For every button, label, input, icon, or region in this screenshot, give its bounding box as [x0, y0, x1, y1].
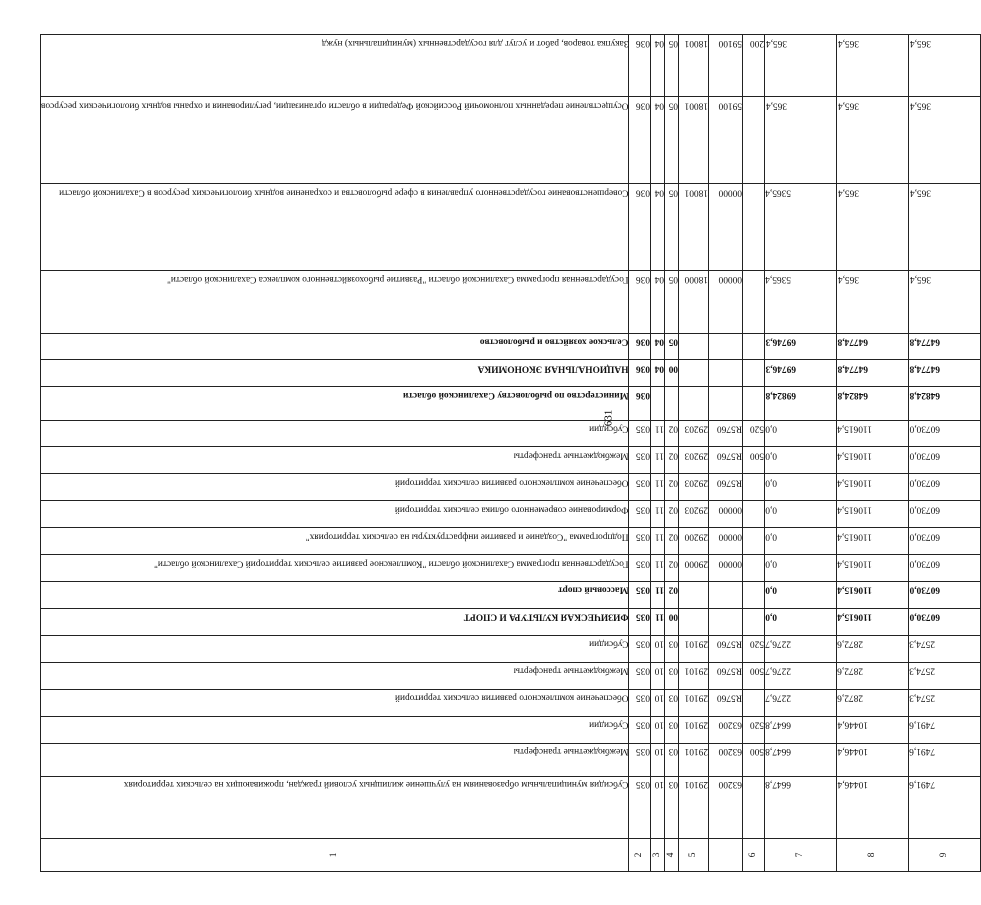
- row-code-3: 11: [651, 608, 665, 635]
- row-code-2: 035: [629, 608, 651, 635]
- row-code-6: 500: [743, 662, 765, 689]
- row-value-8: 110615,4: [837, 420, 909, 447]
- row-code-4: 03: [665, 776, 679, 838]
- row-code-4: 05: [665, 184, 679, 271]
- row-name: Обеспечение комплексного развития сельских территорий: [41, 689, 629, 716]
- row-code-5b: 00000: [709, 501, 743, 528]
- row-value-7: 69746,3: [765, 360, 837, 387]
- row-code-6: [743, 689, 765, 716]
- row-code-3: 04: [651, 184, 665, 271]
- row-code-3: 11: [651, 474, 665, 501]
- row-code-2: 035: [629, 776, 651, 838]
- row-value-9: 60730,0: [909, 447, 981, 474]
- header-cell: 8: [837, 838, 909, 871]
- row-code-5a: 18001: [679, 184, 709, 271]
- row-value-9: 365,4: [909, 97, 981, 184]
- row-code-6: 520: [743, 716, 765, 743]
- row-code-4: 00: [665, 608, 679, 635]
- row-code-6: [743, 271, 765, 333]
- header-cell: 9: [909, 838, 981, 871]
- row-code-2: 035: [629, 447, 651, 474]
- row-code-2: 035: [629, 716, 651, 743]
- row-code-2: 036: [629, 35, 651, 97]
- row-code-2: 036: [629, 360, 651, 387]
- budget-sheet: [40, 34, 950, 872]
- row-code-4: 05: [665, 35, 679, 97]
- row-code-5a: [679, 387, 709, 420]
- row-code-2: 035: [629, 689, 651, 716]
- row-value-8: 110615,4: [837, 528, 909, 555]
- row-value-9: 60730,0: [909, 555, 981, 582]
- row-value-9: 7491,6: [909, 776, 981, 838]
- row-value-7: 6647,8: [765, 776, 837, 838]
- row-value-8: 110615,4: [837, 447, 909, 474]
- page-number: 631: [602, 409, 615, 427]
- row-code-6: [743, 608, 765, 635]
- row-value-8: 10446,4: [837, 743, 909, 776]
- row-code-3: 04: [651, 271, 665, 333]
- row-code-5b: R5760: [709, 420, 743, 447]
- row-code-2: 035: [629, 662, 651, 689]
- row-code-6: 200: [743, 35, 765, 97]
- row-code-2: 035: [629, 420, 651, 447]
- row-value-7: 365,4: [765, 35, 837, 97]
- row-value-9: 60730,0: [909, 582, 981, 609]
- row-code-3: [651, 387, 665, 420]
- row-value-8: 365,4: [837, 97, 909, 184]
- row-code-4: 02: [665, 501, 679, 528]
- row-code-6: 500: [743, 447, 765, 474]
- row-value-9: 7491,6: [909, 743, 981, 776]
- row-name: Министерство по рыболовству Сахалинской области: [41, 387, 629, 420]
- row-code-3: 11: [651, 501, 665, 528]
- row-code-5a: 29101: [679, 716, 709, 743]
- header-cell: 2: [629, 838, 651, 871]
- row-code-2: 036: [629, 271, 651, 333]
- row-code-5b: R5760: [709, 447, 743, 474]
- row-name: Формирование современного облика сельских территорий: [41, 501, 629, 528]
- row-name: Обеспечение комплексного развития сельских территорий: [41, 474, 629, 501]
- row-value-8: 110615,4: [837, 501, 909, 528]
- row-value-7: 0,0: [765, 555, 837, 582]
- header-cell: 1: [41, 838, 629, 871]
- row-code-3: 04: [651, 97, 665, 184]
- row-value-9: 60730,0: [909, 474, 981, 501]
- header-cell: 7: [765, 838, 837, 871]
- row-code-3: 10: [651, 716, 665, 743]
- row-code-6: [743, 582, 765, 609]
- row-code-3: 11: [651, 420, 665, 447]
- budget-table: [40, 34, 981, 872]
- row-value-9: 64824,8: [909, 387, 981, 420]
- row-value-8: 10446,4: [837, 716, 909, 743]
- row-value-7: 365,4: [765, 97, 837, 184]
- row-value-7: 2276,7: [765, 635, 837, 662]
- row-code-6: [743, 555, 765, 582]
- row-name: Закупка товаров, работ и услуг для государственных (муниципальных) нужд: [41, 35, 629, 97]
- row-code-5a: [679, 333, 709, 360]
- header-cell: 3: [651, 838, 665, 871]
- row-name: Государственная программа Сахалинской области "Комплексное развитие сельских территорий Сахалинской области": [41, 555, 629, 582]
- row-code-5b: 59100: [709, 35, 743, 97]
- row-code-5a: 18000: [679, 271, 709, 333]
- row-code-5b: 63200: [709, 716, 743, 743]
- row-name: Межбюджетные трансферты: [41, 743, 629, 776]
- row-value-9: 365,4: [909, 271, 981, 333]
- row-code-5a: [679, 608, 709, 635]
- row-code-2: 035: [629, 555, 651, 582]
- row-value-7: 6647,8: [765, 743, 837, 776]
- row-code-2: 035: [629, 474, 651, 501]
- row-value-8: 10446,4: [837, 776, 909, 838]
- row-value-7: 0,0: [765, 420, 837, 447]
- row-code-4: 05: [665, 97, 679, 184]
- row-code-6: [743, 501, 765, 528]
- row-value-9: 2574,3: [909, 662, 981, 689]
- row-code-2: 036: [629, 184, 651, 271]
- row-value-8: 2872,6: [837, 635, 909, 662]
- row-code-5a: [679, 360, 709, 387]
- row-code-6: [743, 184, 765, 271]
- row-value-9: 7491,6: [909, 716, 981, 743]
- row-code-2: 035: [629, 528, 651, 555]
- row-value-9: 365,4: [909, 184, 981, 271]
- row-code-3: 04: [651, 35, 665, 97]
- row-code-3: 11: [651, 555, 665, 582]
- row-code-5a: 29101: [679, 635, 709, 662]
- row-name: НАЦИОНАЛЬНАЯ ЭКОНОМИКА: [41, 360, 629, 387]
- row-value-9: 60730,0: [909, 420, 981, 447]
- row-code-5b: R5760: [709, 474, 743, 501]
- row-code-4: 02: [665, 528, 679, 555]
- row-code-4: 00: [665, 360, 679, 387]
- row-code-3: 04: [651, 360, 665, 387]
- row-value-7: 69746,3: [765, 333, 837, 360]
- header-cell: [709, 838, 743, 871]
- row-code-5a: 18001: [679, 35, 709, 97]
- row-code-5a: 29101: [679, 743, 709, 776]
- row-code-6: [743, 528, 765, 555]
- row-name: Массовый спорт: [41, 582, 629, 609]
- row-code-3: 10: [651, 689, 665, 716]
- row-value-9: 64774,8: [909, 360, 981, 387]
- row-value-7: 0,0: [765, 582, 837, 609]
- row-code-2: 035: [629, 501, 651, 528]
- row-code-5b: 00000: [709, 555, 743, 582]
- row-code-3: 10: [651, 635, 665, 662]
- row-code-3: 10: [651, 743, 665, 776]
- row-value-8: 110615,4: [837, 555, 909, 582]
- row-name: Государственная программа Сахалинской области "Развитие рыбохозяйственного комплекса Сахалинской области": [41, 271, 629, 333]
- row-value-8: 365,4: [837, 35, 909, 97]
- row-value-7: 5365,4: [765, 271, 837, 333]
- row-code-5a: 29101: [679, 689, 709, 716]
- row-code-5a: 29203: [679, 474, 709, 501]
- row-value-7: 0,0: [765, 474, 837, 501]
- row-value-8: 2872,6: [837, 689, 909, 716]
- row-code-5b: [709, 387, 743, 420]
- row-code-3: 04: [651, 333, 665, 360]
- row-code-5a: 29101: [679, 662, 709, 689]
- row-code-6: [743, 360, 765, 387]
- row-code-6: [743, 333, 765, 360]
- row-name: ФИЗИЧЕСКАЯ КУЛЬТУРА И СПОРТ: [41, 608, 629, 635]
- row-name: Субсидия муниципальным образованиям на улучшение жилищных условий граждан, проживающих на сельских территориях: [41, 776, 629, 838]
- row-code-6: 520: [743, 420, 765, 447]
- row-code-5b: R5760: [709, 662, 743, 689]
- row-code-5b: R5760: [709, 635, 743, 662]
- row-value-8: 110615,4: [837, 608, 909, 635]
- row-code-6: [743, 474, 765, 501]
- row-code-4: 03: [665, 743, 679, 776]
- row-value-9: 365,4: [909, 35, 981, 97]
- row-code-2: 035: [629, 582, 651, 609]
- row-name: Совершенствование государственного управления в сфере рыболовства и сохранение водных биологических ресурсов в Сахалинской области: [41, 184, 629, 271]
- row-value-8: 365,4: [837, 184, 909, 271]
- row-code-2: 036: [629, 387, 651, 420]
- row-code-6: [743, 387, 765, 420]
- row-code-5b: 59100: [709, 97, 743, 184]
- row-value-7: 6647,8: [765, 716, 837, 743]
- row-value-7: 5365,4: [765, 184, 837, 271]
- row-value-9: 60730,0: [909, 501, 981, 528]
- row-code-5b: [709, 333, 743, 360]
- row-code-5b: 00000: [709, 271, 743, 333]
- header-cell: 6: [743, 838, 765, 871]
- row-value-8: 365,4: [837, 271, 909, 333]
- row-code-4: 02: [665, 447, 679, 474]
- row-code-4: 05: [665, 333, 679, 360]
- row-value-8: 64824,8: [837, 387, 909, 420]
- row-name: Субсидии: [41, 420, 629, 447]
- row-code-5b: 00000: [709, 528, 743, 555]
- row-code-4: 03: [665, 689, 679, 716]
- row-value-7: 0,0: [765, 608, 837, 635]
- row-name: Осуществление переданных полномочий Российской Федерации в области организации, регулирования и охраны водных биологических ресурсов: [41, 97, 629, 184]
- row-code-4: [665, 387, 679, 420]
- row-code-4: 03: [665, 635, 679, 662]
- row-name: Подпрограмма "Создание и развитие инфраструктуры на сельских территориях": [41, 528, 629, 555]
- row-value-7: 2276,7: [765, 662, 837, 689]
- row-code-2: 035: [629, 743, 651, 776]
- header-cell: 4: [665, 838, 679, 871]
- row-code-3: 11: [651, 582, 665, 609]
- row-code-4: 03: [665, 662, 679, 689]
- row-code-3: 10: [651, 662, 665, 689]
- row-code-3: 11: [651, 528, 665, 555]
- row-code-5b: 63200: [709, 776, 743, 838]
- row-value-9: 64774,8: [909, 333, 981, 360]
- row-code-5a: 29203: [679, 420, 709, 447]
- row-name: Межбюджетные трансферты: [41, 662, 629, 689]
- row-code-5b: [709, 582, 743, 609]
- row-code-3: 11: [651, 447, 665, 474]
- row-value-9: 2574,3: [909, 689, 981, 716]
- row-code-5a: 29101: [679, 776, 709, 838]
- row-code-5b: [709, 608, 743, 635]
- row-value-9: 2574,3: [909, 635, 981, 662]
- row-code-4: 02: [665, 555, 679, 582]
- row-code-4: 03: [665, 716, 679, 743]
- row-code-4: 02: [665, 420, 679, 447]
- row-value-9: 60730,0: [909, 528, 981, 555]
- row-code-5a: 29200: [679, 528, 709, 555]
- row-code-5a: [679, 582, 709, 609]
- row-code-3: 10: [651, 776, 665, 838]
- row-code-6: [743, 97, 765, 184]
- header-cell: 5: [679, 838, 709, 871]
- row-value-7: 69824,8: [765, 387, 837, 420]
- row-code-4: 02: [665, 474, 679, 501]
- row-value-8: 64774,8: [837, 360, 909, 387]
- row-code-5a: 29203: [679, 447, 709, 474]
- row-code-5a: 29000: [679, 555, 709, 582]
- row-code-2: 035: [629, 635, 651, 662]
- row-code-6: 520: [743, 635, 765, 662]
- row-code-2: 036: [629, 97, 651, 184]
- row-value-8: 110615,4: [837, 474, 909, 501]
- row-code-5b: 63200: [709, 743, 743, 776]
- row-value-8: 110615,4: [837, 582, 909, 609]
- row-name: Сельское хозяйство и рыболовство: [41, 333, 629, 360]
- row-value-8: 64774,8: [837, 333, 909, 360]
- row-name: Субсидии: [41, 635, 629, 662]
- row-value-9: 60730,0: [909, 608, 981, 635]
- row-value-7: 2276,7: [765, 689, 837, 716]
- row-code-6: [743, 776, 765, 838]
- row-name: Межбюджетные трансферты: [41, 447, 629, 474]
- row-code-5b: [709, 360, 743, 387]
- row-code-4: 02: [665, 582, 679, 609]
- row-value-8: 2872,6: [837, 662, 909, 689]
- row-value-7: 0,0: [765, 501, 837, 528]
- row-code-5a: 29203: [679, 501, 709, 528]
- row-name: Субсидии: [41, 716, 629, 743]
- row-code-6: 500: [743, 743, 765, 776]
- row-code-5b: R5760: [709, 689, 743, 716]
- row-code-4: 05: [665, 271, 679, 333]
- row-value-7: 0,0: [765, 447, 837, 474]
- row-value-7: 0,0: [765, 528, 837, 555]
- row-code-5a: 18001: [679, 97, 709, 184]
- row-code-2: 036: [629, 333, 651, 360]
- row-code-5b: 00000: [709, 184, 743, 271]
